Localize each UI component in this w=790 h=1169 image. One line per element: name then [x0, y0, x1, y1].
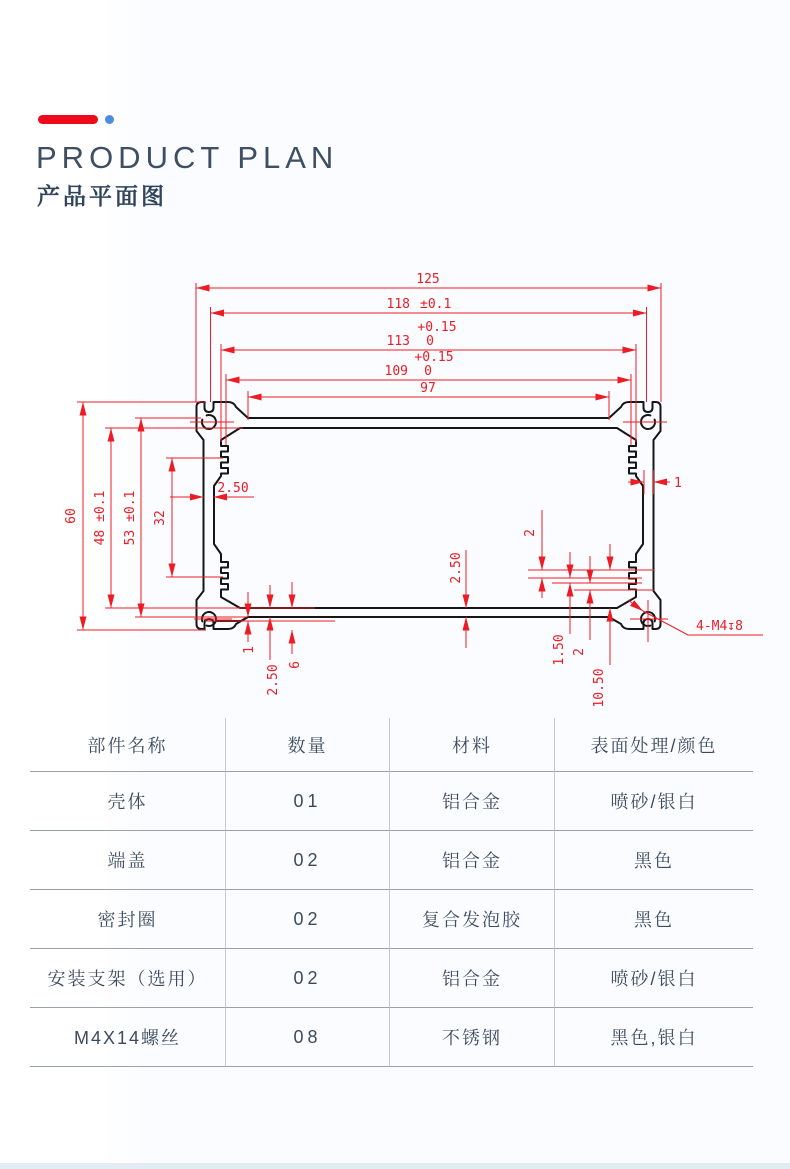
dim-label-113: 113	[386, 334, 410, 349]
table-cell: 02	[226, 949, 390, 1008]
dim-label-br-rib2: 2	[572, 648, 587, 656]
dim-label-br-offset: 10.50	[592, 668, 607, 708]
dimension-bl-edge	[288, 582, 303, 669]
dim-label-br-rib-gap: 2	[523, 529, 538, 537]
dimension-height-53	[123, 418, 141, 617]
profile-cross-section	[0, 250, 790, 725]
dimension-bl-step	[242, 592, 257, 654]
table-cell: 不锈钢	[390, 1008, 555, 1067]
table-cell: 黑色	[555, 890, 753, 949]
table-cell: 08	[226, 1008, 390, 1067]
table-cell: 铝合金	[390, 831, 555, 890]
dimension-height-60	[64, 402, 83, 630]
dimension-width-113	[221, 320, 636, 350]
dimension-width-97	[248, 381, 609, 397]
dim-label-bl-recess: 2.50	[266, 664, 281, 696]
table-cell: 黑色	[555, 831, 753, 890]
extension-lines	[77, 283, 668, 642]
dim-label-br-rib1: 1.50	[552, 634, 567, 666]
table-cell: 喷砂/银白	[555, 949, 753, 1008]
dimension-wall-left	[170, 481, 254, 497]
dim-label-109: 109	[384, 364, 408, 379]
dim-label-125: 125	[416, 272, 440, 287]
table-cell: 02	[226, 831, 390, 890]
dimension-width-125	[196, 272, 661, 288]
table-cell: M4X14螺丝	[30, 1008, 226, 1067]
dim-label-109-tol-bot: 0	[424, 364, 432, 379]
table-cell: 黑色,银白	[555, 1008, 753, 1067]
dimension-bl-recess	[266, 585, 281, 696]
table-cell: 铝合金	[390, 949, 555, 1008]
dim-label-113-tol-top: +0.15	[417, 320, 457, 335]
dim-label-callout: 4-M4↧8	[696, 619, 743, 634]
dim-label-109-tol-top: +0.15	[414, 350, 454, 365]
table-cell: 壳体	[30, 772, 226, 831]
technical-drawing	[0, 250, 790, 725]
accent-dot-icon	[105, 115, 114, 124]
dimension-height-48	[93, 428, 111, 608]
dimension-width-109	[226, 350, 631, 380]
dim-label-48: 48 ±0.1	[93, 490, 108, 546]
dimension-width-118	[211, 297, 647, 313]
col-header-part: 部件名称	[30, 718, 226, 772]
col-header-finish: 表面处理/颜色	[555, 718, 753, 772]
dim-label-53: 53 ±0.1	[123, 490, 138, 546]
dim-label-plate: 2.50	[449, 552, 464, 584]
dim-label-113-tol-bot: 0	[426, 334, 434, 349]
table-cell: 端盖	[30, 831, 226, 890]
page-title-zh: 产品平面图	[37, 183, 167, 209]
dimension-br-offset	[592, 544, 610, 708]
profile-outline	[197, 402, 661, 629]
table-cell: 喷砂/银白	[555, 772, 753, 831]
dim-label-wall-right: 1	[674, 476, 682, 491]
parts-spec-table	[30, 718, 753, 1067]
dimension-plate-thickness	[449, 550, 466, 648]
table-cell: 复合发泡胶	[390, 890, 555, 949]
dim-label-118: 118	[386, 297, 410, 312]
dim-label-bl-edge: 6	[288, 661, 303, 669]
table-cell: 01	[226, 772, 390, 831]
dimension-br-rib-gap	[523, 510, 542, 598]
table-cell: 安装支架（选用）	[30, 949, 226, 1008]
accent-bar	[38, 115, 98, 124]
dim-label-32: 32	[153, 510, 168, 526]
dim-label-wall-left: 2.50	[217, 481, 249, 496]
dim-label-118-tol: ±0.1	[420, 297, 452, 312]
table-cell: 02	[226, 890, 390, 949]
dim-label-97: 97	[420, 381, 436, 396]
col-header-qty: 数量	[226, 718, 390, 772]
dimension-height-32	[153, 458, 172, 577]
dimension-wall-right	[628, 476, 682, 491]
table-cell: 铝合金	[390, 772, 555, 831]
col-header-material: 材料	[390, 718, 555, 772]
table-cell: 密封圈	[30, 890, 226, 949]
dimension-br-rib2	[572, 556, 590, 656]
dim-label-bl-step: 1	[242, 646, 257, 654]
dim-label-60: 60	[64, 508, 79, 524]
bottom-accent-strip	[0, 1163, 790, 1169]
page-title-en: PRODUCT PLAN	[36, 140, 339, 175]
